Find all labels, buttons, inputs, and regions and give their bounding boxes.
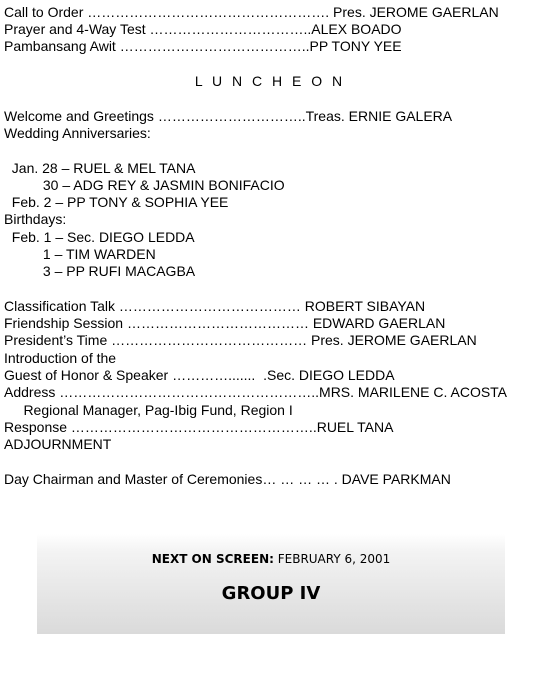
program-line-regional-manager: Regional Manager, Pag-Ibig Fund, Region I [4,402,293,418]
program-line-bday-3: 3 – PP RUFI MACAGBA [4,263,196,279]
program-line-anniv-feb2: Feb. 2 – PP TONY & SOPHIA YEE [4,194,229,210]
next-on-screen-date: FEBRUARY 6, 2001 [273,552,391,566]
program-line-guest-of-honor: Guest of Honor & Speaker …………....... .Sec. DIEGO LEDDA [4,367,395,383]
program-line-bday-1: 1 – TIM WARDEN [4,246,156,262]
program-line-bday-feb1: Feb. 1 – Sec. DIEGO LEDDA [4,229,195,245]
program-line-friendship-session: Friendship Session ………………………………… EDWARD GAERLAN [4,315,446,331]
program-line-welcome: Welcome and Greetings …………………………..Treas. ERNIE GALERA [4,108,453,124]
next-on-screen-line [37,552,505,566]
program-line-prayer: Prayer and 4-Way Test ……………………………..ALEX BOADO [4,21,402,37]
program-line-address: Address ………………………………………………..MRS. MARILENE C. ACOSTA [4,384,508,400]
program-line-birthdays: Birthdays: [4,211,67,227]
program-line-anniv-jan28: Jan. 28 – RUEL & MEL TANA [4,160,196,176]
program-line-presidents-time: President’s Time …………………………………… Pres. JEROME GAERLAN [4,332,477,348]
program-line-call-to-order: Call to Order ……………………………………………. Pres. JEROME GAERLAN [4,4,499,20]
program-line-response: Response ……………………………………………..RUEL TANA [4,419,394,435]
group-title: GROUP IV [221,583,321,604]
next-on-screen-label: NEXT ON SCREEN: [151,552,274,566]
program-line-classification-talk: Classification Talk ………………………………… ROBERT SIBAYAN [4,298,426,314]
program-line-introduction: Introduction of the [4,350,117,366]
program-line-anniv-30: 30 – ADG REY & JASMIN BONIFACIO [4,177,285,193]
program-line-day-chairman: Day Chairman and Master of Ceremonies… … … … . DAVE PARKMAN [4,471,451,487]
program-line-wedding-anniversaries: Wedding Anniversaries: [4,125,151,141]
luncheon-heading: L U N C H E O N [194,73,346,89]
program-line-anthem: Pambansang Awit …………………………………..PP TONY YEE [4,38,402,54]
program-line-adjournment: ADJOURNMENT [4,436,112,452]
next-on-screen-banner [37,534,505,634]
